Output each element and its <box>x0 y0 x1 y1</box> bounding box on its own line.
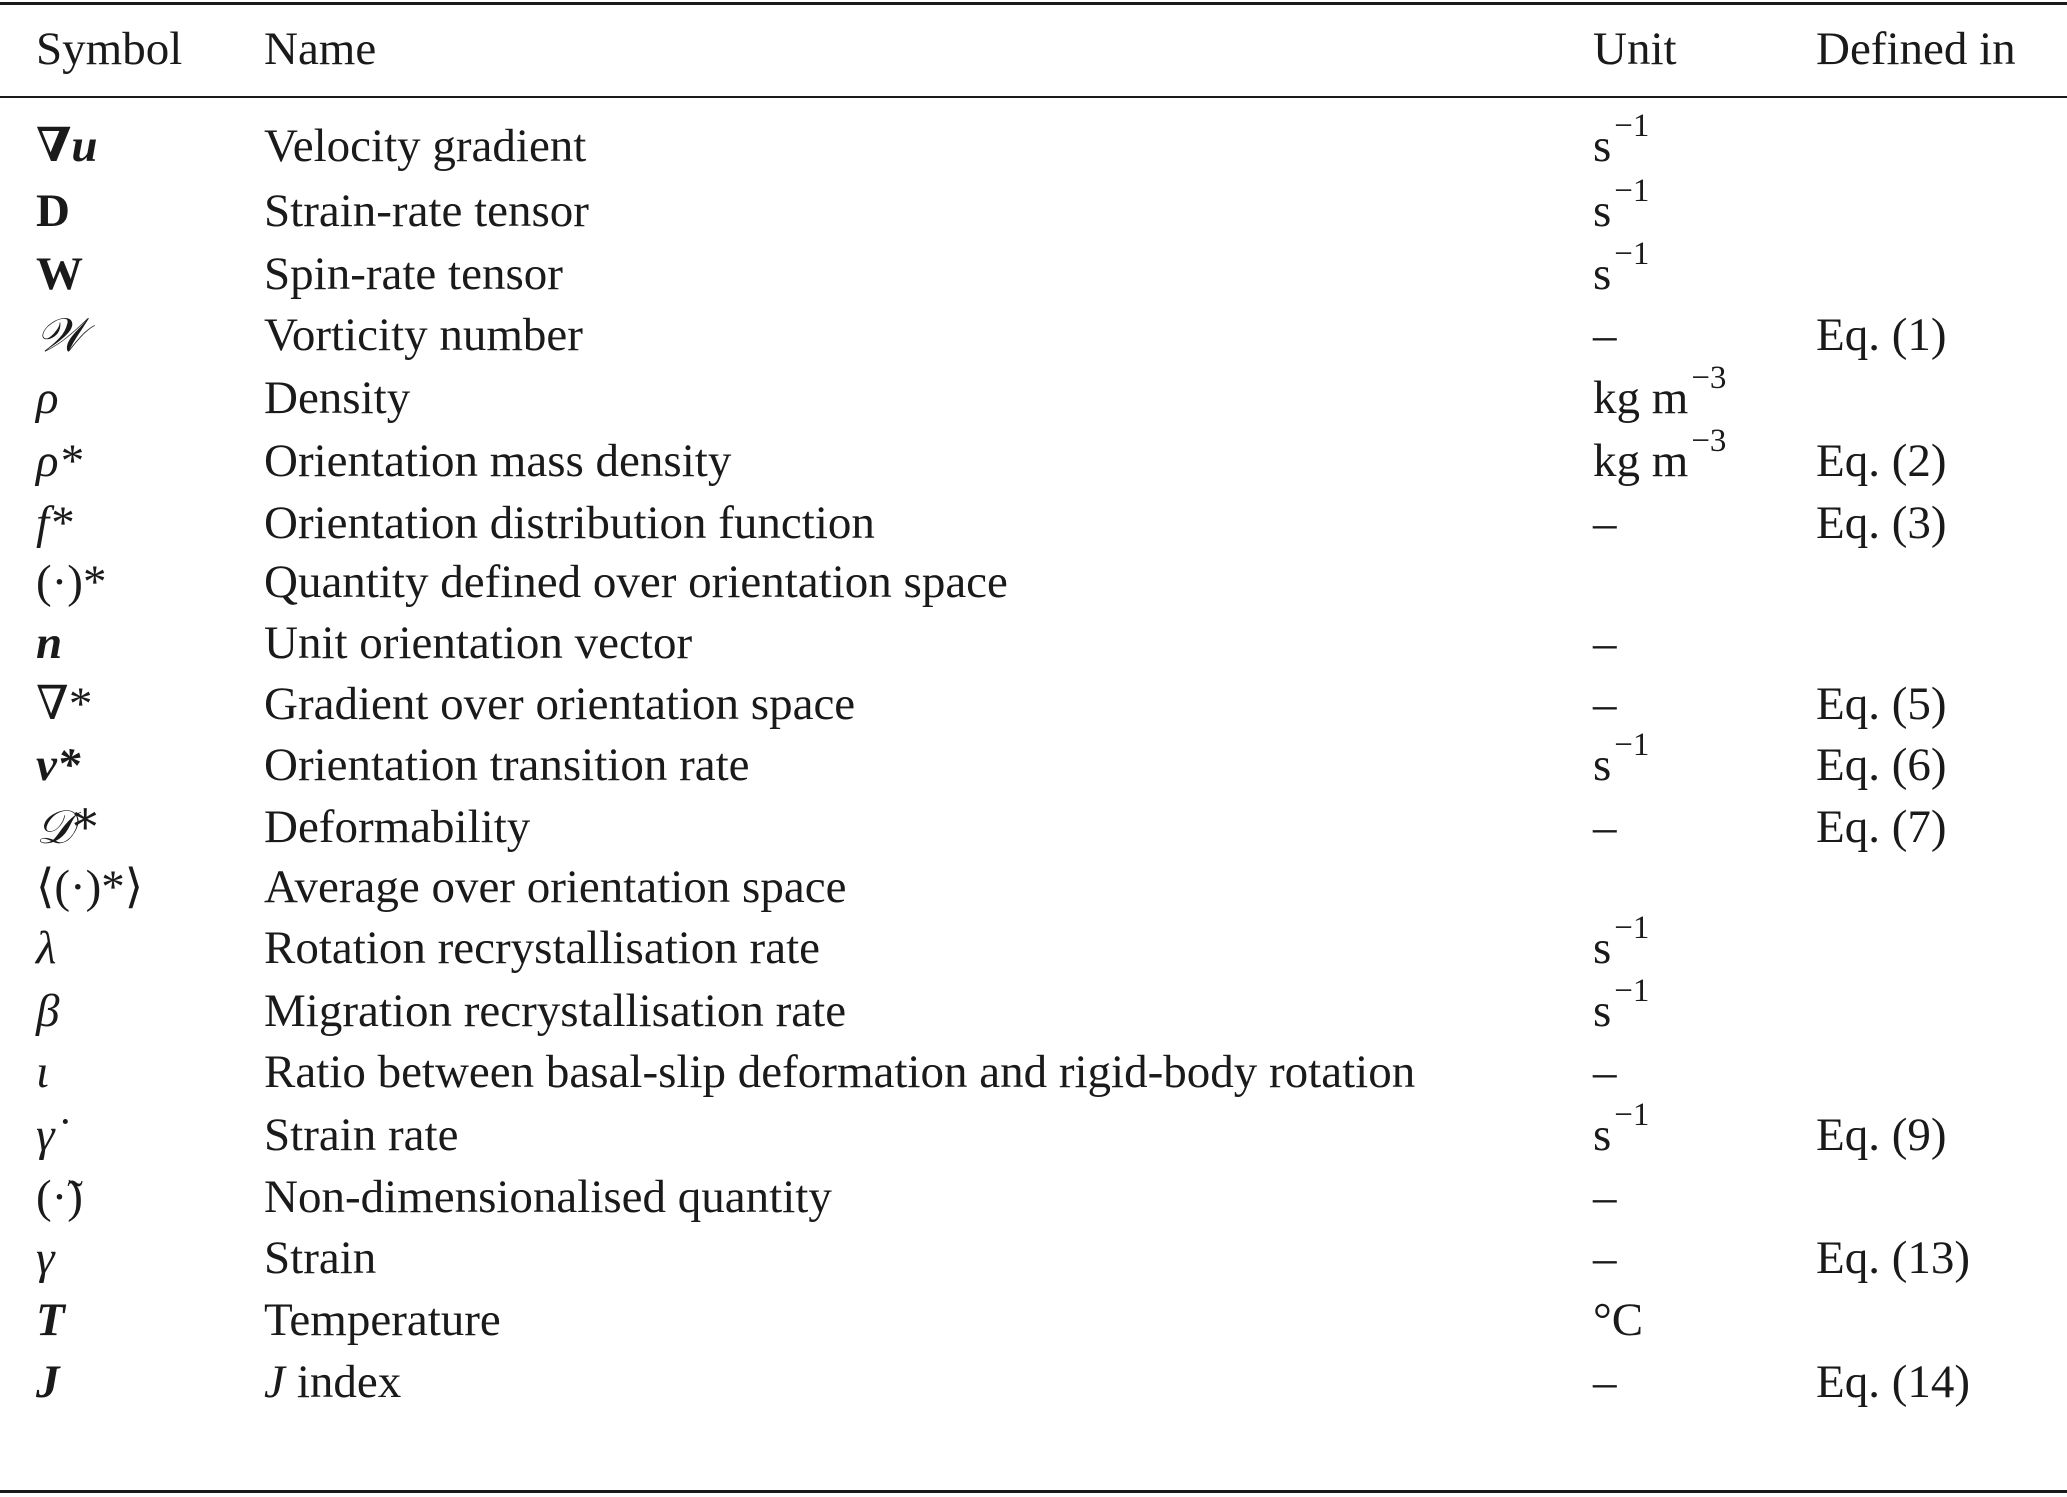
header-name: Name <box>264 22 377 75</box>
table-row <box>0 551 2067 614</box>
row-symbol: (·̃) <box>36 1171 83 1223</box>
row-unit-base: – <box>1593 617 1617 669</box>
table-row <box>0 304 2067 367</box>
table-row <box>0 1351 2067 1414</box>
row-unit <box>1593 1351 1620 1414</box>
row-defined-in: Eq. (5) <box>1816 678 1947 730</box>
row-symbol: 𝒟* <box>36 800 98 855</box>
row-defined-in: Eq. (7) <box>1816 801 1947 853</box>
row-unit-base: – <box>1593 1046 1617 1098</box>
table-row <box>0 173 2067 243</box>
table-row <box>0 492 2067 555</box>
row-symbol: 𝒲 <box>36 308 86 363</box>
row-name: Non-dimensionalised quantity <box>264 1171 832 1223</box>
row-symbol: D <box>36 185 70 237</box>
row-name: Strain rate <box>264 1109 459 1161</box>
row-defined-in: Eq. (9) <box>1816 1109 1947 1161</box>
row-unit <box>1593 173 1650 243</box>
row-unit <box>1593 1097 1650 1167</box>
table-row <box>0 1166 2067 1229</box>
table-row <box>0 1289 2067 1352</box>
row-unit-exponent: −1 <box>1614 236 1650 272</box>
row-symbol: ∇u <box>36 120 98 172</box>
row-unit <box>1593 1289 1646 1352</box>
row-unit-base: – <box>1593 309 1617 361</box>
table-row <box>0 727 2067 797</box>
table-row <box>0 612 2067 675</box>
table-top-rule <box>0 2 2067 5</box>
row-name: Rotation recrystallisation rate <box>264 922 820 974</box>
row-symbol: β <box>36 985 60 1037</box>
row-unit-exponent: −1 <box>1614 910 1650 946</box>
row-symbol: n <box>36 617 63 669</box>
row-unit <box>1593 1041 1620 1104</box>
row-name: Vorticity number <box>264 309 583 361</box>
row-symbol: ⟨(·)*⟩ <box>36 861 144 913</box>
row-unit-base: – <box>1593 1171 1617 1223</box>
row-name: Strain <box>264 1232 377 1284</box>
row-unit-exponent: −3 <box>1691 360 1727 396</box>
row-unit <box>1593 492 1620 555</box>
row-unit-base: s <box>1593 739 1612 791</box>
row-defined-in: Eq. (14) <box>1816 1356 1971 1408</box>
row-name: Migration recrystallisation rate <box>264 985 847 1037</box>
row-symbol: λ <box>36 922 57 974</box>
row-symbol: ρ* <box>36 435 83 487</box>
row-unit <box>1593 612 1620 675</box>
row-name: Gradient over orientation space <box>264 678 856 730</box>
row-symbol: W <box>36 248 83 300</box>
table-row <box>0 423 2067 493</box>
row-name: Ratio between basal-slip deformation and rigid-body rotation <box>264 1046 1416 1098</box>
row-unit-base: °C <box>1593 1294 1644 1346</box>
row-unit-base: s <box>1593 120 1612 172</box>
row-name: Quantity defined over orientation space <box>264 556 1008 608</box>
row-name <box>264 1351 401 1414</box>
row-name: Temperature <box>264 1294 501 1346</box>
row-name: Average over orientation space <box>264 861 847 913</box>
table-row <box>0 1041 2067 1104</box>
row-unit-exponent: −1 <box>1614 1097 1650 1133</box>
row-unit <box>1593 551 1596 614</box>
header-defined-in: Defined in <box>1816 22 2016 75</box>
row-unit <box>1593 910 1650 980</box>
row-name: Density <box>264 372 411 424</box>
row-symbol: ι <box>36 1046 50 1098</box>
row-unit-base: – <box>1593 801 1617 853</box>
table-header <box>0 14 2067 84</box>
row-symbol: γ <box>36 1232 55 1284</box>
row-unit-exponent: −1 <box>1614 173 1650 209</box>
table-row <box>0 856 2067 919</box>
row-unit-base: s <box>1593 985 1612 1037</box>
row-unit-base: – <box>1593 497 1617 549</box>
row-defined-in: Eq. (13) <box>1816 1232 1971 1284</box>
row-unit-exponent: −1 <box>1614 973 1650 1009</box>
row-unit-base: – <box>1593 1232 1617 1284</box>
row-symbol: T <box>36 1294 65 1346</box>
row-symbol: ρ <box>36 372 59 424</box>
row-unit <box>1593 360 1727 430</box>
row-unit <box>1593 423 1727 493</box>
row-name: Velocity gradient <box>264 120 587 172</box>
row-unit <box>1593 1227 1620 1290</box>
row-unit <box>1593 856 1596 919</box>
row-unit <box>1593 236 1650 306</box>
row-name: Strain-rate tensor <box>264 185 589 237</box>
row-symbol: J <box>36 1356 60 1408</box>
row-unit-exponent: −1 <box>1614 727 1650 763</box>
table-row <box>0 108 2067 178</box>
row-unit <box>1593 108 1650 178</box>
row-name: Orientation mass density <box>264 435 732 487</box>
table-row <box>0 360 2067 430</box>
row-unit-base: s <box>1593 1109 1612 1161</box>
row-unit-base: s <box>1593 185 1612 237</box>
row-defined-in: Eq. (3) <box>1816 497 1947 549</box>
row-unit-exponent: −3 <box>1691 423 1727 459</box>
row-name-prefix: J <box>264 1356 285 1408</box>
row-defined-in: Eq. (1) <box>1816 309 1947 361</box>
row-symbol: γ̇ <box>36 1109 55 1161</box>
row-symbol: (·)* <box>36 556 107 608</box>
row-symbol: f* <box>36 497 73 549</box>
table-row <box>0 236 2067 306</box>
table-row <box>0 910 2067 980</box>
row-unit-base: – <box>1593 678 1617 730</box>
row-unit <box>1593 973 1650 1043</box>
row-unit-base: kg m <box>1593 435 1689 487</box>
table-header-rule <box>0 96 2067 98</box>
row-name-suffix: index <box>296 1356 402 1408</box>
row-unit-base: s <box>1593 922 1612 974</box>
header-symbol: Symbol <box>36 22 183 75</box>
row-unit-exponent: −1 <box>1614 108 1650 144</box>
row-name: Deformability <box>264 801 531 853</box>
row-unit <box>1593 1166 1620 1229</box>
table-row <box>0 673 2067 736</box>
row-name: Orientation transition rate <box>264 739 750 791</box>
table-bottom-rule <box>0 1490 2067 1493</box>
table-row <box>0 973 2067 1043</box>
table-row <box>0 1227 2067 1290</box>
table-row <box>0 1097 2067 1167</box>
row-unit-base: kg m <box>1593 372 1689 424</box>
row-defined-in: Eq. (2) <box>1816 435 1947 487</box>
row-name: Spin-rate tensor <box>264 248 563 300</box>
table-row <box>0 796 2067 859</box>
row-unit <box>1593 796 1620 859</box>
row-unit <box>1593 727 1650 797</box>
row-symbol: ∇* <box>36 678 93 730</box>
row-name: Unit orientation vector <box>264 617 693 669</box>
row-unit-base: – <box>1593 1356 1617 1408</box>
header-unit: Unit <box>1593 22 1677 75</box>
row-defined-in: Eq. (6) <box>1816 739 1947 791</box>
row-symbol: v* <box>36 739 81 791</box>
row-name: Orientation distribution function <box>264 497 875 549</box>
row-unit <box>1593 304 1620 367</box>
row-unit-base: s <box>1593 248 1612 300</box>
